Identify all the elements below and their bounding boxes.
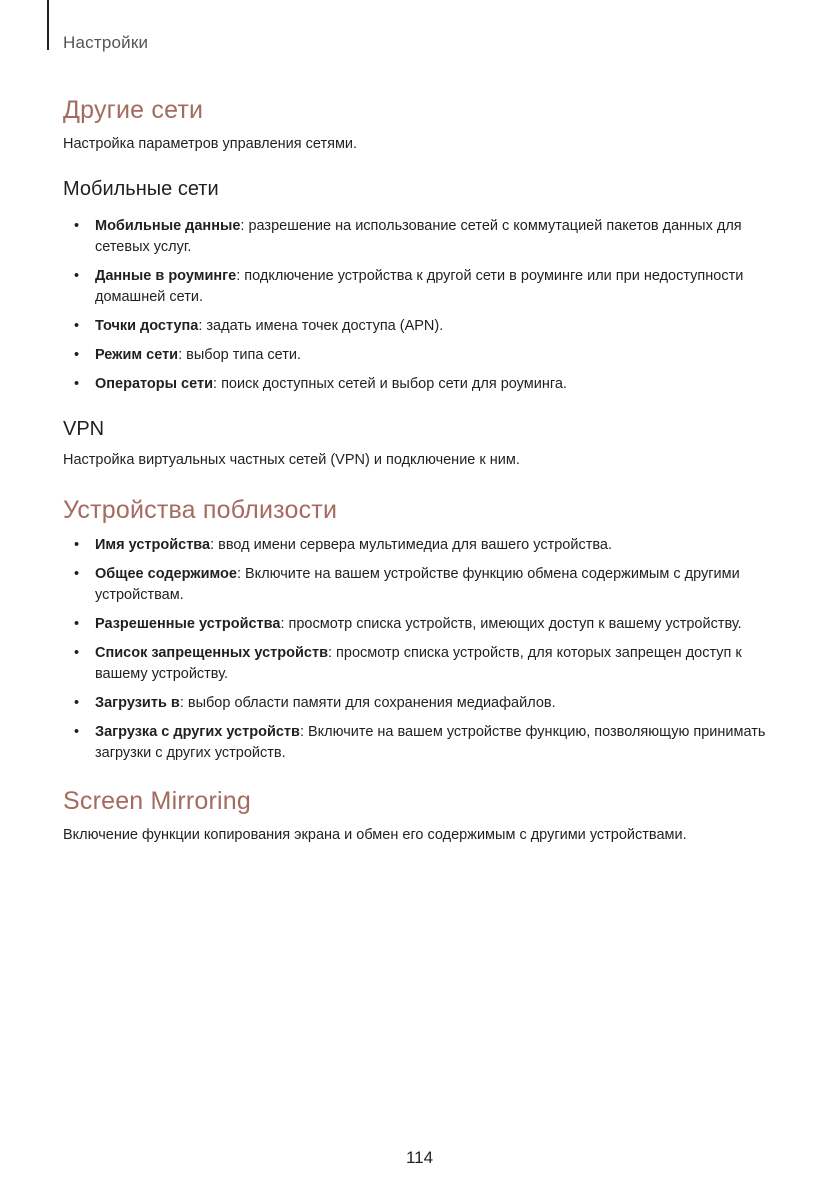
item-text: : выбор типа сети.	[178, 347, 302, 364]
bullet-icon: •	[74, 565, 80, 582]
list-item	[63, 564, 777, 606]
page-content	[63, 95, 777, 846]
list-item	[63, 266, 777, 308]
item-text: : разрешение на использование сетей с коммутацией пакетов данных для сетевых услуг.	[95, 218, 742, 256]
nearby-devices-list	[63, 535, 777, 764]
list-item	[63, 345, 777, 366]
bullet-icon: •	[74, 218, 80, 235]
list-item	[63, 316, 777, 337]
item-text: : задать имена точек доступа (APN).	[198, 318, 444, 335]
item-term: Точки доступа	[95, 318, 199, 335]
list-item	[63, 216, 777, 258]
item-text: : Включите на вашем устройстве функцию обмена содержимым с другими устройствам.	[95, 565, 740, 603]
item-text: : подключение устройства к другой сети в роуминге или при недоступности домашней сети.	[95, 268, 744, 306]
item-term: Загрузка с других устройств	[95, 723, 300, 740]
bullet-icon: •	[74, 723, 80, 740]
bullet-icon: •	[74, 376, 80, 393]
list-item	[63, 535, 777, 556]
item-term: Данные в роуминге	[95, 268, 237, 285]
item-term: Мобильные данные	[95, 218, 241, 235]
item-term: Разрешенные устройства	[95, 615, 281, 632]
screen-mirroring-description: Включение функции копирования экрана и обмен его содержимым с другими устройствами.	[63, 826, 687, 843]
bullet-icon: •	[74, 268, 80, 285]
item-text: : просмотр списка устройств, для которых запрещен доступ к вашему устройству.	[95, 644, 742, 682]
bullet-icon: •	[74, 615, 80, 632]
item-term: Режим сети	[95, 347, 179, 364]
other-networks-description: Настройка параметров управления сетями.	[63, 136, 358, 153]
section-title-nearby-devices: Устройства поблизости	[63, 496, 338, 525]
subsection-title-mobile-networks: Мобильные сети	[63, 178, 219, 201]
subsection-title-vpn: VPN	[63, 418, 105, 441]
bullet-icon: •	[74, 318, 80, 335]
bullet-icon: •	[74, 536, 80, 553]
item-term: Операторы сети	[95, 376, 214, 393]
list-item	[63, 693, 777, 714]
bullet-icon: •	[74, 694, 80, 711]
item-term: Список запрещенных устройств	[95, 644, 328, 661]
list-item	[63, 722, 777, 764]
vpn-description: Настройка виртуальных частных сетей (VPN) и подключение к ним.	[63, 452, 520, 469]
list-item	[63, 374, 777, 395]
item-text: : выбор области памяти для сохранения медиафайлов.	[179, 694, 556, 711]
section-title-screen-mirroring: Screen Mirroring	[63, 786, 251, 815]
item-text: : просмотр списка устройств, имеющих доступ к вашему устройству.	[280, 615, 742, 632]
section-title-other-networks: Другие сети	[63, 96, 204, 124]
item-text: : ввод имени сервера мультимедиа для вашего устройства.	[210, 536, 612, 553]
bullet-icon: •	[74, 347, 80, 364]
item-term: Имя устройства	[95, 536, 211, 553]
bullet-icon: •	[74, 644, 80, 661]
list-item	[63, 643, 777, 685]
item-text: : поиск доступных сетей и выбор сети для роуминга.	[213, 376, 567, 393]
list-item	[63, 614, 777, 635]
mobile-networks-list	[63, 216, 777, 395]
item-term: Общее содержимое	[95, 565, 237, 582]
running-head: Настройки	[63, 33, 149, 52]
header-rule	[47, 0, 49, 50]
item-text: : Включите на вашем устройстве функцию, позволяющую принимать загрузки с других устройств.	[95, 723, 766, 761]
page-number: 114	[405, 1148, 434, 1167]
item-term: Загрузить в	[95, 694, 180, 711]
